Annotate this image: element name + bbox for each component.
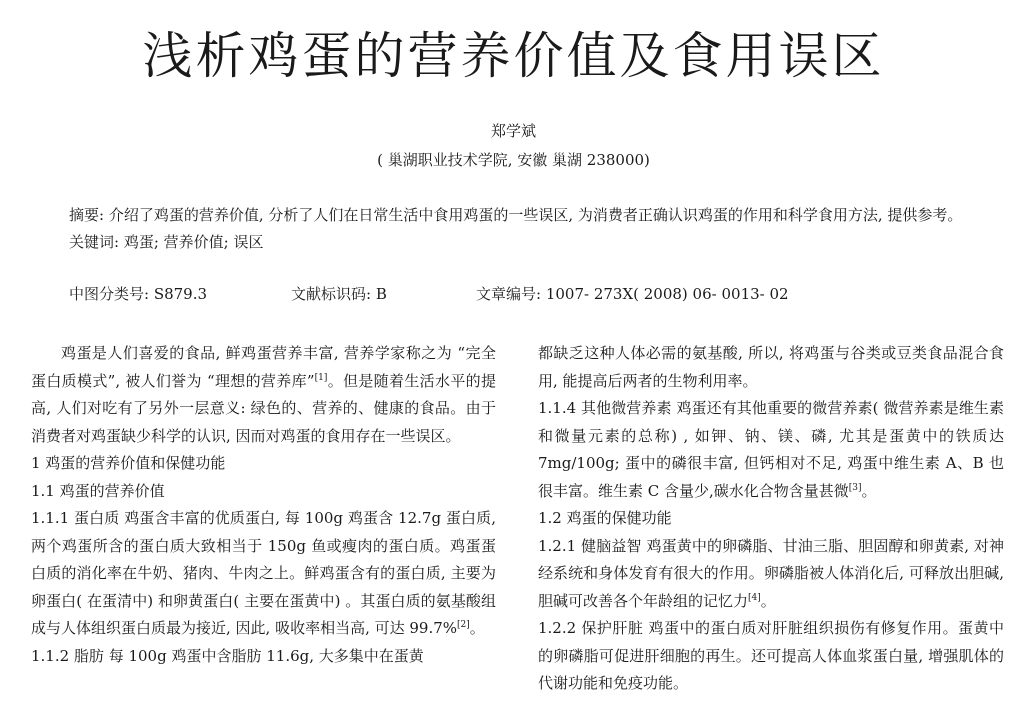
clc-number: 中图分类号: S879.3 (69, 285, 208, 303)
protein-text-b: 。 (469, 619, 485, 637)
paper-title: 浅析鸡蛋的营养价值及食用误区 (142, 27, 885, 85)
intro-paragraph (31, 340, 496, 450)
author-affiliation: ( 巢湖职业技术学院, 安徽 巢湖 238000) (377, 151, 650, 169)
paragraph-brain (538, 533, 1004, 616)
citation-ref[interactable]: [1] (314, 372, 328, 383)
paragraph-fat: 1.1.2 脂肪 每 100g 鸡蛋中含脂肪 11.6g, 大多集中在蛋黄 (31, 646, 424, 665)
author-name: 郑学斌 (490, 122, 536, 140)
citation-ref[interactable]: [4] (748, 592, 761, 603)
document-code: 文献标识码: B (291, 285, 387, 303)
right-column (538, 340, 1004, 698)
intro-text-a: 鸡蛋是人们喜爱的食品, 鲜鸡蛋营养丰富, 营养学家称之为 “完全蛋白质模式”, 被人们誉为 “理想的营养库” (31, 344, 496, 390)
protein-text-a: 1.1.1 蛋白质 鸡蛋含丰富的优质蛋白, 每 100g 鸡蛋含 12.7g 蛋白质, 两个鸡蛋所含的蛋白质大致相当于 150g 鱼或瘦肉的蛋白质。鸡蛋蛋白质的消化率在牛奶、猪肉、牛肉之上。鲜鸡蛋含有的蛋白质, 主要为卵蛋白( 在蛋清中) 和卵黄蛋白( 主要在蛋黄中) 。其蛋白质的氨基酸组成与人体组织蛋白质最为接近, 因此, 吸收率相当高, 可达 99.7% (31, 509, 496, 637)
brain-text-b: 。 (760, 591, 776, 610)
micronutrients-text-b: 。 (861, 481, 877, 500)
keywords-line: 关键词: 鸡蛋; 营养价值; 误区 (69, 233, 264, 251)
section-heading-1: 1 鸡蛋的营养价值和保健功能 (31, 454, 226, 472)
section-heading-1-1: 1.1 鸡蛋的营养价值 (31, 481, 165, 500)
paragraph-continued: 都缺乏这种人体必需的氨基酸, 所以, 将鸡蛋与谷类或豆类食品混合食用, 能提高后两者的生物利用率。 (538, 344, 1004, 390)
citation-ref[interactable]: [3] (848, 482, 862, 493)
section-heading-1-2: 1.2 鸡蛋的保健功能 (538, 509, 672, 527)
intro-text-b: 。但是随着生活水平的提高, 人们对吃有了另外一层意义: 绿色的、营养的、健康的食品。由于消费者对鸡蛋缺少科学的认识, 因而对鸡蛋的食用存在一些误区。 (31, 371, 496, 445)
paragraph-liver: 1.2.2 保护肝脏 鸡蛋中的蛋白质对肝脏组织损伤有修复作用。蛋黄中的卵磷脂可促进肝细胞的再生。还可提高人体血浆蛋白量, 增强肌体的代谢功能和免疫功能。 (538, 619, 1004, 692)
micronutrients-text-a: 1.1.4 其他微营养素 鸡蛋还有其他重要的微营养素( 微营养素是维生素和微量元素的总称) , 如钾、钠、镁、磷, 尤其是蛋黄中的铁质达 7mg/100g; 蛋中的磷很丰富, 但钙相对不足, 鸡蛋中维生素 A、B 也很丰富。维生素 C 含量少,碳水化合物含量甚微 (538, 399, 1004, 500)
paragraph-protein (31, 505, 496, 643)
abstract-block (69, 202, 969, 256)
abstract-text: 摘要: 介绍了鸡蛋的营养价值, 分析了人们在日常生活中食用鸡蛋的一些误区, 为消费者正确认识鸡蛋的作用和科学食用方法, 提供参考。 (69, 206, 963, 224)
brain-text-a: 1.2.1 健脑益智 鸡蛋黄中的卵磷脂、甘油三脂、胆固醇和卵黄素, 对神经系统和身体发育有很大的作用。卵磷脂被人体消化后, 可释放出胆碱, 胆碱可改善各个年龄组的记忆力 (538, 536, 1004, 610)
citation-ref[interactable]: [2] (457, 620, 470, 630)
article-number: 文章编号: 1007- 273X( 2008) 06- 0013- 02 (476, 285, 789, 303)
left-column (31, 340, 496, 670)
paragraph-micronutrients (538, 395, 1004, 505)
